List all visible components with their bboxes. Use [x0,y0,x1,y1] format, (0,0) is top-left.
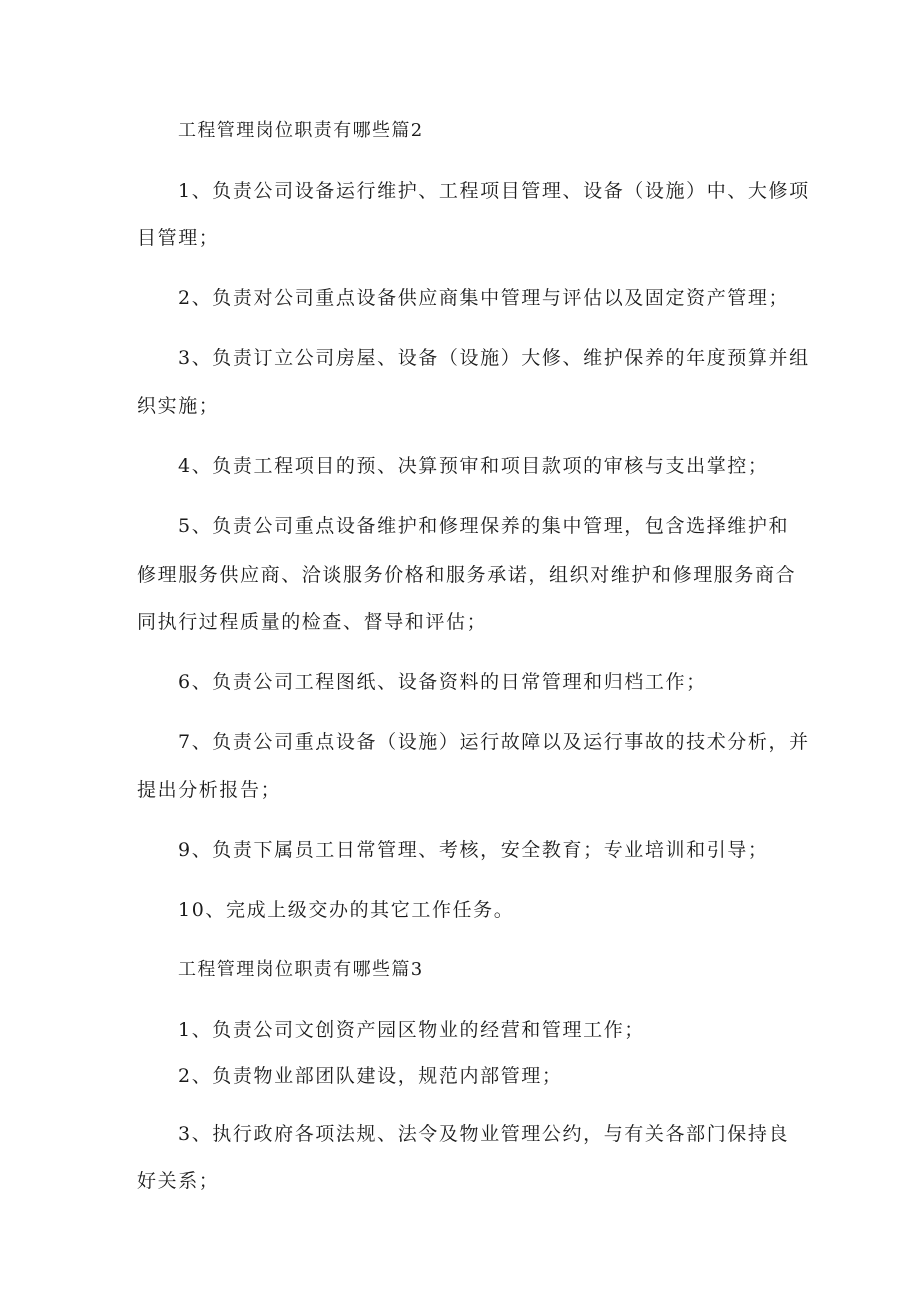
section-2-item-9-line-1: 9、负责下属员工日常管理、考核，安全教育；专业培训和引导； [178,839,769,861]
section-2-item-1-line-2: 目管理； [137,227,220,249]
section-3-item-2-line-1: 2、负责物业部团队建设，规范内部管理； [178,1065,563,1087]
section-2-item-5-line-1: 5、负责公司重点设备维护和修理保养的集中管理，包含选择维护和 [178,515,790,537]
section-2-item-3-line-2: 织实施； [137,395,220,417]
section-3-item-1-line-1: 1、负责公司文创资产园区物业的经营和管理工作； [178,1019,645,1041]
section-2-item-7-line-1: 7、负责公司重点设备（设施）运行故障以及运行事故的技术分析，并 [178,731,810,753]
section-2-item-5-line-2: 修理服务供应商、洽谈服务价格和服务承诺，组织对维护和修理服务商合 [137,564,797,586]
section-2-item-5-line-3: 同执行过程质量的检查、督导和评估； [137,611,488,633]
section-2-item-10-line-1: 10、完成上级交办的其它工作任务。 [178,899,515,921]
section-2-item-1-line-1: 1、负责公司设备运行维护、工程项目管理、设备（设施）中、大修项 [178,180,810,202]
section-2-item-3-line-1: 3、负责订立公司房屋、设备（设施）大修、维护保养的年度预算并组 [178,347,810,369]
section-3-item-3-line-2: 好关系； [137,1170,220,1192]
section-2-heading: 工程管理岗位职责有哪些篇2 [178,120,424,141]
section-3-item-3-line-1: 3、执行政府各项法规、法令及物业管理公约，与有关各部门保持良 [178,1123,790,1145]
section-2-item-4-line-1: 4、负责工程项目的预、决算预审和项目款项的审核与支出掌控； [178,455,769,477]
section-2-item-2-line-1: 2、负责对公司重点设备供应商集中管理与评估以及固定资产管理； [178,287,790,309]
section-3-heading: 工程管理岗位职责有哪些篇3 [178,959,424,980]
section-2-item-7-line-2: 提出分析报告； [137,779,282,801]
section-2-item-6-line-1: 6、负责公司工程图纸、设备资料的日常管理和归档工作； [178,671,707,693]
